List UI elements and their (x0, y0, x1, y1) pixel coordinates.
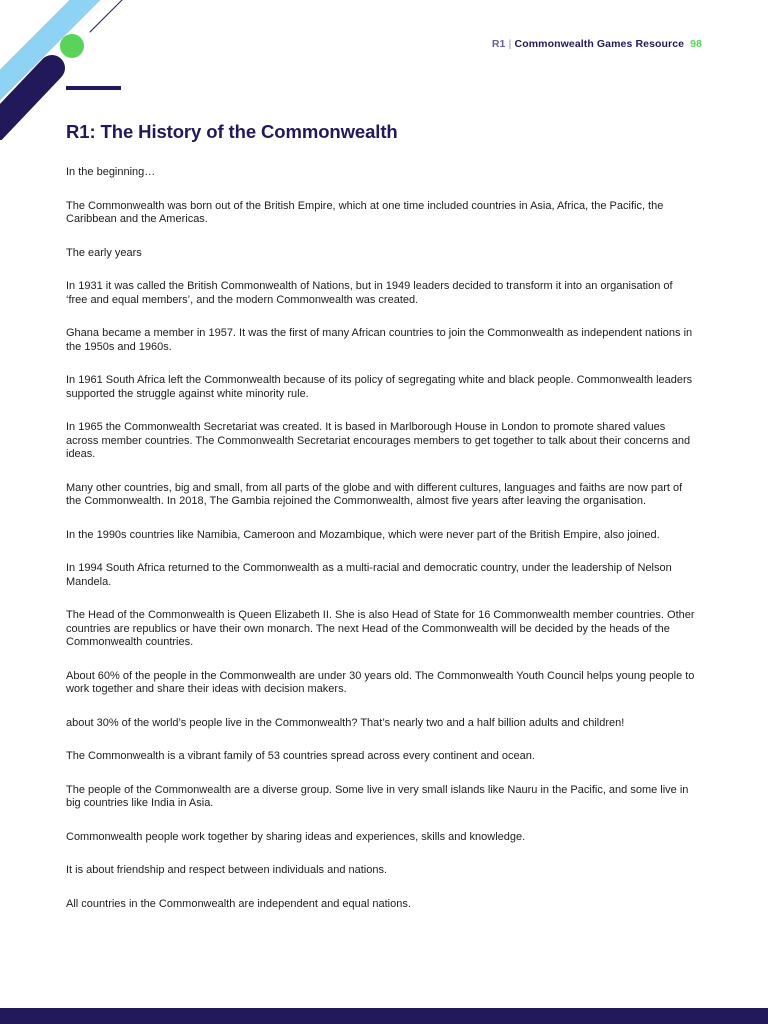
paragraph: The Commonwealth is a vibrant family of 53 countries spread across every continent and ocean. (66, 750, 535, 762)
paragraph: In the beginning… (66, 166, 156, 178)
paragraph: In 1965 the Commonwealth Secretariat was created. It is based in Marlborough House in London to promote shared values across member countries. The Commonwealth Secretariat encourages members to get together to talk about their concerns and ideas. (66, 421, 691, 460)
paragraph: about 30% of the world’s people live in the Commonwealth? That’s nearly two and a half billion adults and children! (66, 716, 625, 729)
paragraph: The early years (66, 246, 142, 259)
paragraph: In 1961 South Africa left the Commonwealth because of its policy of segregating white and black people. Commonwealth leaders supported the struggle against white minority rule. (66, 374, 693, 400)
section-code: R1 (491, 38, 506, 50)
paragraph: Ghana became a member in 1957. It was the first of many African countries to join the Commonwealth as independent nations in the 1950s and 1960s. (66, 327, 693, 353)
resource-title: Commonwealth Games Resource (514, 38, 685, 50)
paragraph: The Commonwealth was born out of the British Empire, which at one time included countries in Asia, Africa, the Pacific, the Caribbean and the Americas. (66, 199, 664, 225)
page-number: 98 (690, 38, 702, 50)
paragraph: About 60% of the people in the Commonwealth are under 30 years old. The Commonwealth Youth Council helps young people to work together and share their ideas with decision makers. (66, 669, 695, 695)
paragraph: The Head of the Commonwealth is Queen Elizabeth II. She is also Head of State for 16 Commonwealth member countries. Other countries are republics or have their own monarch. The next Head of the Commonwealth will be decided by the heads of the Commonwealth countries. (66, 609, 695, 648)
footer-bar (0, 1008, 768, 1024)
green-dot (60, 34, 84, 58)
outline-stripe (90, 0, 150, 32)
paragraph: Many other countries, big and small, from all parts of the globe and with different cultures, languages and faiths are now part of the Commonwealth. In 2018, The Gambia rejoined the Commonwealth, almost five years after leaving the organisation. (66, 481, 683, 507)
paragraph: In 1931 it was called the British Commonwealth of Nations, but in 1949 leaders decided to transform it into an organisation of ‘free and equal members’, and the modern Commonwealth was created. (66, 280, 673, 306)
paragraph: In 1994 South Africa returned to the Commonwealth as a multi-racial and democratic country, under the leadership of Nelson Mandela. (66, 562, 672, 588)
paragraph: Commonwealth people work together by sharing ideas and experiences, skills and knowledge. (66, 830, 526, 843)
title-rule (66, 86, 121, 90)
page-title: R1: The History of the Commonwealth (66, 121, 398, 142)
running-header (492, 38, 702, 50)
header-separator: | (508, 38, 512, 50)
paragraph: All countries in the Commonwealth are independent and equal nations. (66, 897, 411, 910)
paragraph: It is about friendship and respect between individuals and nations. (66, 864, 388, 876)
body-text (66, 166, 696, 931)
paragraph: In the 1990s countries like Namibia, Cameroon and Mozambique, which were never part of the British Empire, also joined. (66, 528, 660, 541)
corner-decoration (0, 0, 150, 140)
paragraph: The people of the Commonwealth are a diverse group. Some live in very small islands like Nauru in the Pacific, and some live in big countries like India in Asia. (66, 783, 689, 809)
